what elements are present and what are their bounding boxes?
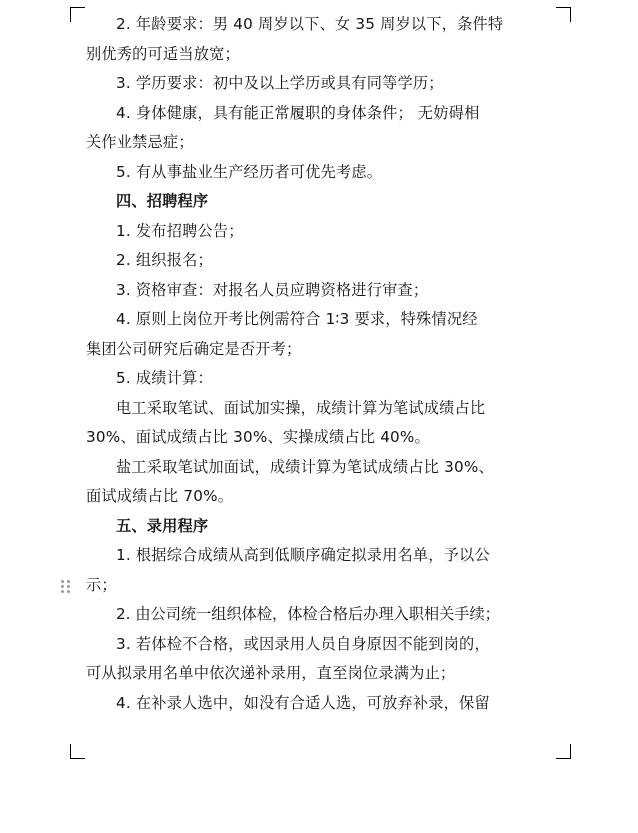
document-line: 面试成绩占比 70%。: [86, 487, 234, 505]
page-corner-mark-top-right: [556, 7, 571, 22]
document-line: 1. 发布招聘公告；: [116, 221, 244, 240]
document-line: 可从拟录用名单中依次递补录用，直至岗位录满为止；: [86, 664, 456, 682]
document-line: 2. 年龄要求：男 40 周岁以下、女 35 周岁以下，条件特: [116, 15, 504, 33]
handle-dot: [61, 590, 64, 593]
handle-dot: [61, 585, 64, 588]
document-line: 3. 若体检不合格，或因录用人员自身原因不能到岗的，: [116, 634, 490, 653]
handle-dot: [67, 590, 70, 593]
document-section-heading: 四、招聘程序: [116, 192, 209, 210]
document-line: 4. 原则上岗位开考比例需符合 1∶3 要求，特殊情况经: [116, 310, 478, 328]
document-line: 电工采取笔试、面试加实操，成绩计算为笔试成绩占比: [116, 398, 486, 417]
document-line: 5. 有从事盐业生产经历者可优先考虑。: [116, 162, 383, 181]
paragraph-drag-handle-icon[interactable]: [60, 578, 70, 594]
page-corner-mark-bottom-left: [70, 744, 85, 759]
document-line: 示；: [86, 575, 117, 594]
document-text-body[interactable]: [86, 10, 542, 718]
handle-dot: [67, 585, 70, 588]
document-line: 30%、面试成绩占比 30%、实操成绩占比 40%。: [86, 428, 430, 446]
document-line: 4. 在补录人选中，如没有合适人选，可放弃补录，保留: [116, 693, 490, 712]
handle-dot: [61, 580, 64, 583]
document-line: 2. 由公司统一组织体检，体检合格后办理入职相关手续；: [116, 605, 500, 623]
document-line: 盐工采取笔试加面试，成绩计算为笔试成绩占比 30%、: [116, 457, 494, 476]
page-corner-mark-top-left: [70, 7, 85, 22]
document-line: 3. 资格审查：对报名人员应聘资格进行审查；: [116, 280, 429, 299]
document-line: 3. 学历要求：初中及以上学历或具有同等学历；: [116, 74, 444, 92]
document-line: 集团公司研究后确定是否开考；: [86, 339, 302, 358]
page-corner-mark-bottom-right: [556, 744, 571, 759]
handle-dot: [67, 580, 70, 583]
document-line: 5. 成绩计算：: [116, 369, 213, 387]
document-line: 1. 根据综合成绩从高到低顺序确定拟录用名单，予以公: [116, 546, 490, 564]
document-line: 4. 身体健康，具有能正常履职的身体条件； 无妨碍相: [116, 103, 480, 122]
document-line: 别优秀的可适当放宽；: [86, 44, 240, 63]
document-line: 2. 组织报名；: [116, 251, 213, 269]
document-line: 关作业禁忌症；: [86, 133, 194, 151]
document-section-heading: 五、录用程序: [116, 516, 209, 535]
